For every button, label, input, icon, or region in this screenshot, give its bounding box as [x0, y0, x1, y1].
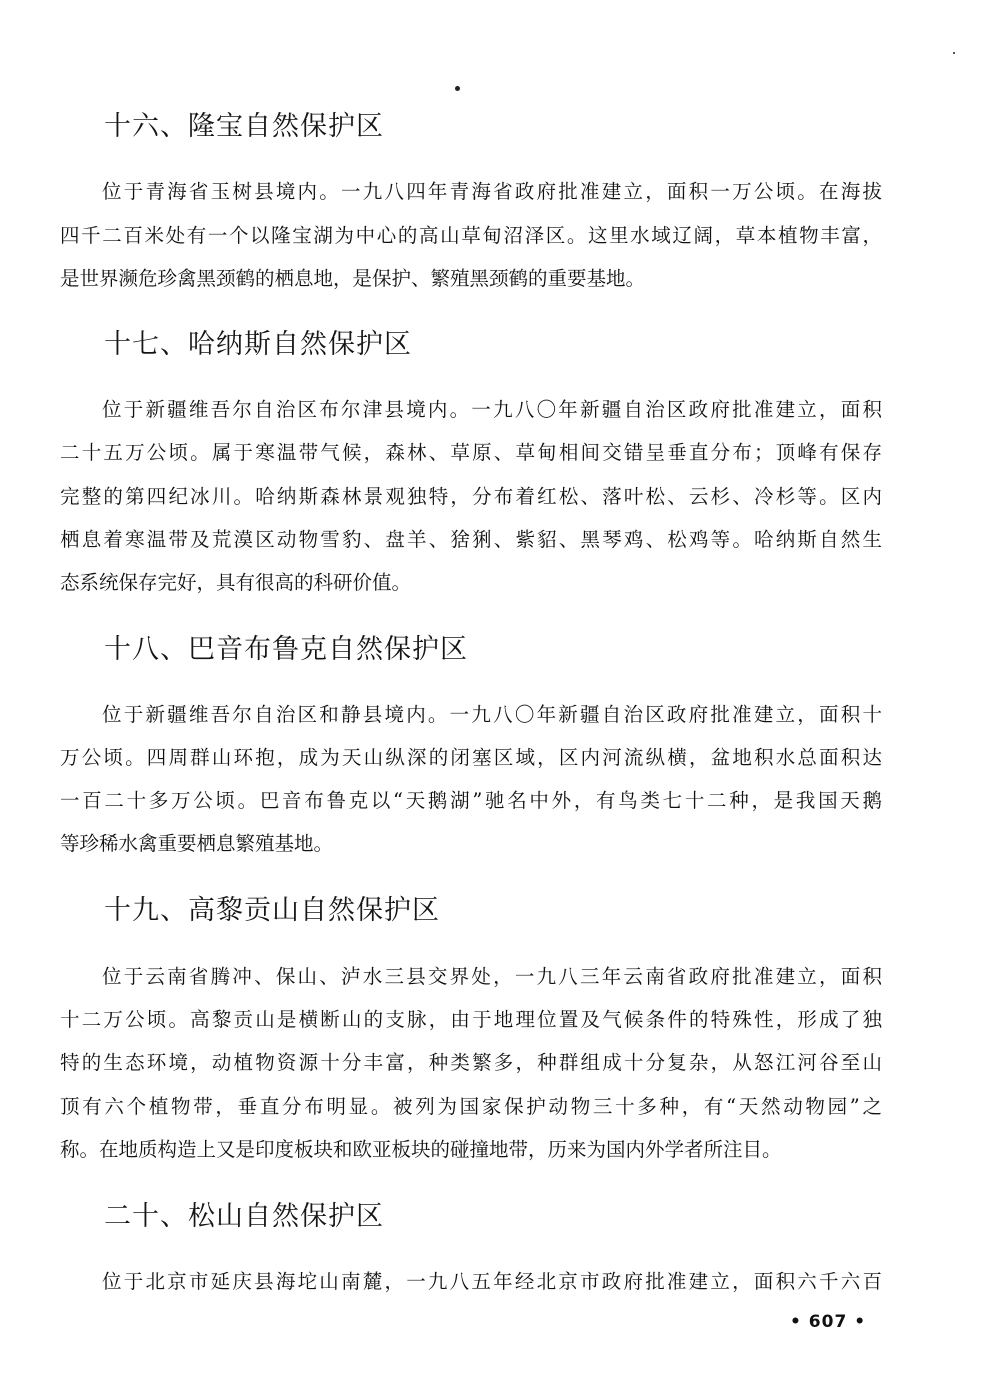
- paragraph-line: 等珍稀水禽重要栖息繁殖基地。: [60, 832, 334, 855]
- paragraph-line: 位于新疆维吾尔自治区布尔津县境内。一九八〇年新疆自治区政府批准建立，面积: [102, 398, 882, 421]
- page-number: • 607 •: [790, 1312, 867, 1332]
- paragraph-line: 位于新疆维吾尔自治区和静县境内。一九八〇年新疆自治区政府批准建立，面积十: [102, 703, 882, 726]
- paragraph-line: 一百二十多万公顷。巴音布鲁克以“天鹅湖”驰名中外，有鸟类七十二种，是我国天鹅: [60, 789, 882, 812]
- paragraph-line: 位于云南省腾冲、保山、泸水三县交界处，一九八三年云南省政府批准建立，面积: [102, 965, 882, 988]
- section-heading-16: 十六、隆宝自然保护区: [104, 111, 384, 142]
- paragraph-line: 二十五万公顷。属于寒温带气候，森林、草原、草甸相间交错呈垂直分布；顶峰有保存: [60, 441, 882, 464]
- section-heading-18: 十八、巴音布鲁克自然保护区: [104, 634, 468, 665]
- paragraph-line: 位于青海省玉树县境内。一九八四年青海省政府批准建立，面积一万公顷。在海拔: [102, 180, 882, 203]
- section-heading-19: 十九、高黎贡山自然保护区: [104, 895, 440, 926]
- section-heading-17: 十七、哈纳斯自然保护区: [104, 329, 412, 360]
- paragraph-line: 称。在地质构造上又是印度板块和欧亚板块的碰撞地带，历来为国内外学者所注目。: [60, 1138, 782, 1161]
- section-heading-20: 二十、松山自然保护区: [104, 1201, 384, 1232]
- paragraph-line: 万公顷。四周群山环抱，成为天山纵深的闭塞区域，区内河流纵横，盆地积水总面积达: [60, 746, 882, 769]
- paragraph-line: 位于北京市延庆县海坨山南麓，一九八五年经北京市政府批准建立，面积六千六百: [102, 1270, 882, 1293]
- scan-speck: [455, 86, 460, 91]
- paragraph-line: 是世界濒危珍禽黑颈鹤的栖息地，是保护、繁殖黑颈鹤的重要基地。: [60, 267, 646, 290]
- paragraph-line: 栖息着寒温带及荒漠区动物雪豹、盘羊、猞猁、紫貂、黑琴鸡、松鸡等。哈纳斯自然生: [60, 528, 882, 551]
- paragraph-line: 四千二百米处有一个以隆宝湖为中心的高山草甸沼泽区。这里水域辽阔，草本植物丰富，: [60, 224, 882, 247]
- paragraph-line: 十二万公顷。高黎贡山是横断山的支脉，由于地理位置及气候条件的特殊性，形成了独: [60, 1008, 882, 1031]
- paragraph-line: 完整的第四纪冰川。哈纳斯森林景观独特，分布着红松、落叶松、云杉、冷杉等。区内: [60, 485, 882, 508]
- paragraph-line: 态系统保存完好，具有很高的科研价值。: [60, 571, 412, 594]
- scan-speck: [953, 52, 955, 54]
- paragraph-line: 顶有六个植物带，垂直分布明显。被列为国家保护动物三十多种，有“天然动物园”之: [60, 1095, 882, 1118]
- paragraph-line: 特的生态环境，动植物资源十分丰富，种类繁多，种群组成十分复杂，从怒江河谷至山: [60, 1051, 882, 1074]
